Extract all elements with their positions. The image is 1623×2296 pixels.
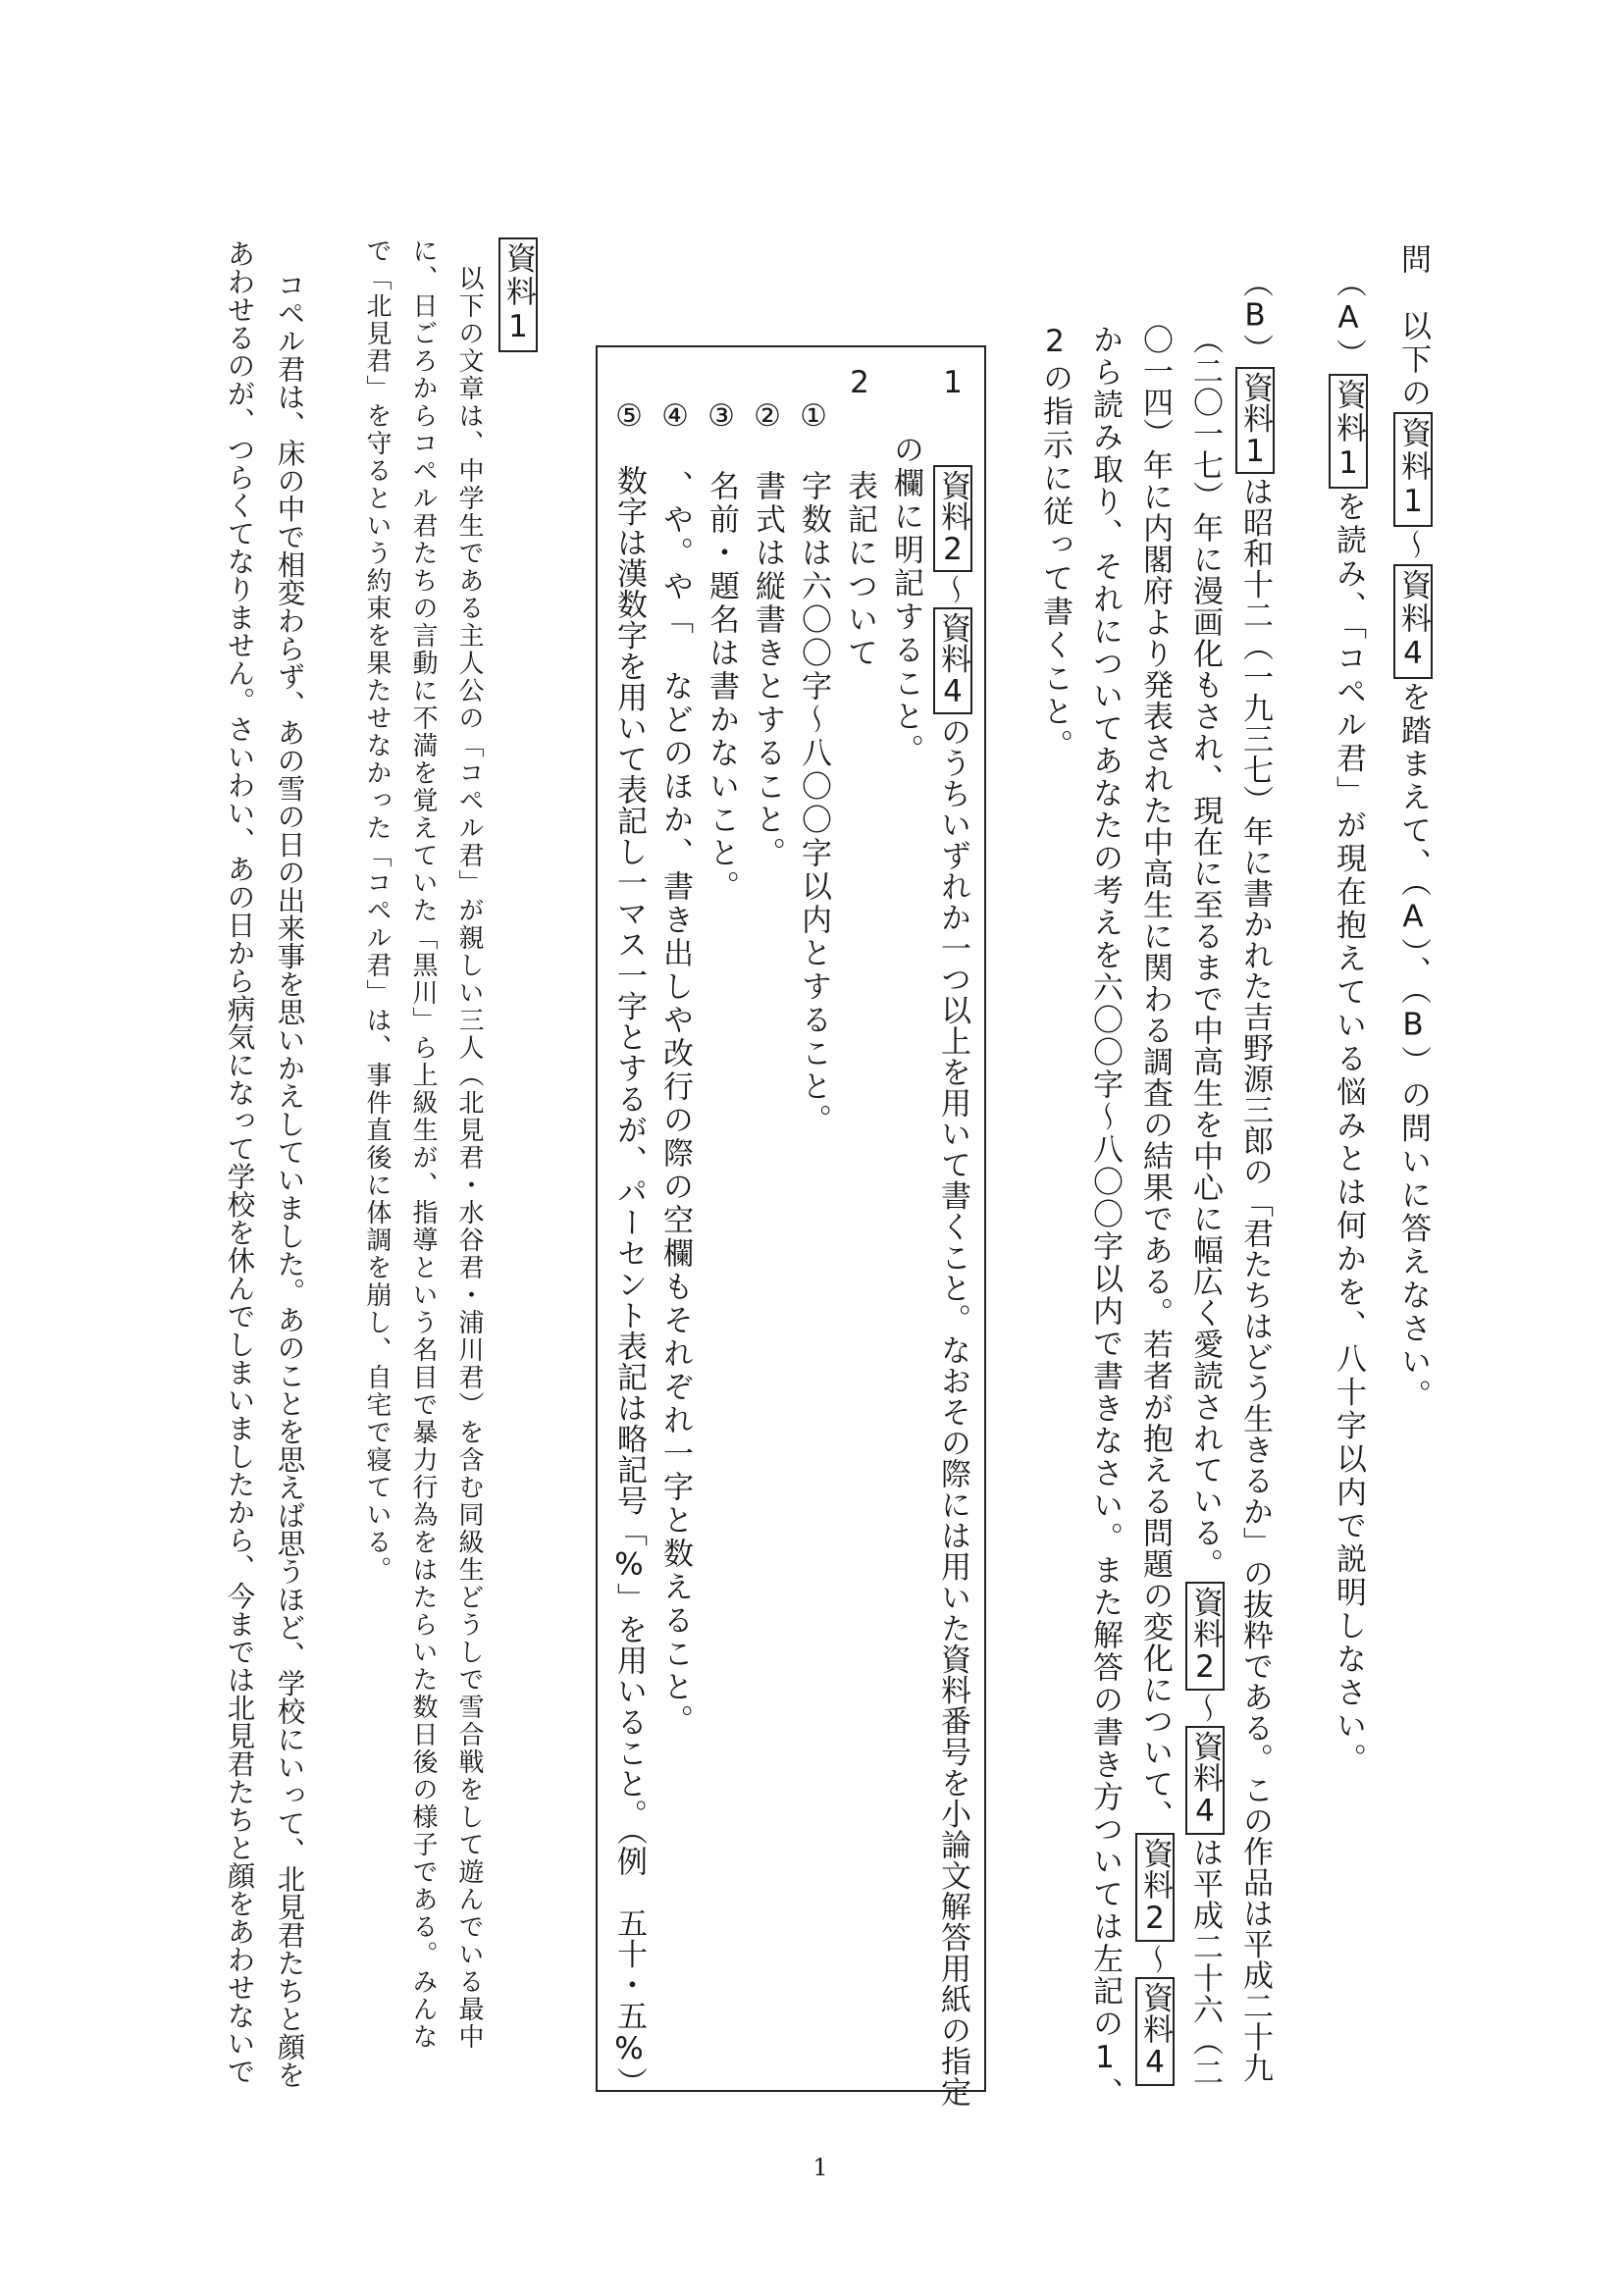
material-ref-box: 資料4 <box>933 607 972 715</box>
sub-item-2: ② 書式は縦書きとすること。 <box>750 398 785 870</box>
material-ref-box: 資料1 <box>1235 367 1275 475</box>
material-1-body-1: コペル君は、床の中で相変わらず、あの雪の日の出来事を思いかえしていました。あのことを思えば思うほど、学校にいって、北見君たちと顔を <box>273 271 306 2089</box>
part-b-line-3: 〇一四）年に内閣府より発表された中高生に関わる調査の結果である。若者が抱える問題の変化について、資料2～資料4 <box>1139 324 1170 2088</box>
sub-item-3: ③ 名前・題名は書かないこと。 <box>704 398 739 904</box>
question-head: 問 <box>1395 243 1431 277</box>
material-ref-box: 資料2 <box>1185 1582 1225 1691</box>
material-ref-box: 資料1 <box>1329 374 1368 489</box>
sub-item-4: ④ 、や。や「 などのほか、書き出しや改行の際の空欄もそれぞれ一字と数えること。 <box>657 398 693 1738</box>
sub-item-1: ① 字数は六〇〇字～八〇〇字以内とすること。 <box>796 398 831 1137</box>
material-ref-box: 資料2 <box>933 465 972 573</box>
instruction-1-number: 1 <box>935 365 970 401</box>
material-1-label-col <box>500 235 536 354</box>
material-ref-box: 資料4 <box>1135 1977 1175 2086</box>
part-b-line-4: から読み取り、それについてあなたの考えを六〇〇字～八〇〇字以内で書きなさい。また解答の書き方ついては左記の1、 <box>1087 324 1123 2110</box>
material-1-intro-3: で「北見君」を守るという約束を果たせなかった「コペル君」は、事件直後に体調を崩し、自宅で寝ている。 <box>362 237 392 1584</box>
part-b-line-5: 2の指示に従って書くこと。 <box>1037 324 1073 762</box>
page-number: 1 <box>812 2154 828 2181</box>
instruction-2 <box>842 365 877 670</box>
instruction-1: 1 資料2～資料4のうちいずれか一つ以上を用いて書くこと。なおその際には用いた資料番号を小論文解答用紙の指定 <box>935 365 970 2108</box>
material-ref-box: 資料2 <box>1135 1833 1175 1942</box>
instruction-2-title: 表記について <box>842 470 877 670</box>
part-a: （A）資料1を読み、「コペル君」が現在抱えている悩みとは何かを、八十字以内で説明しなさい。 <box>1331 267 1366 1777</box>
material-1-body-2: あわせるのが、つらくてなりません。さいわい、あの日から病気になって学校を休んでしまいましたから、今までは北見君たちと顔をあわせないで <box>223 239 256 2085</box>
part-b-line-2: （二〇一七）年に漫画化もされ、現在に至るまで中高生を中心に幅広く愛読されている。資料2～資料4は平成二十六（二 <box>1187 324 1223 2088</box>
material-ref-box: 資料4 <box>1185 1726 1225 1835</box>
sub-item-5: ⑤ 数字は漢数字を用いて表記し一マス一字とするが、パーセント表記は略記号「%」を用いること。（例 五十・五%） <box>611 398 647 2098</box>
material-1-intro-2: に、日ごろからコペル君たちの言動に不満を覚えていた「黒川」ら上級生が、指導という名目で暴力行為をはたらいた数日後の様子である。みんな <box>408 237 438 2051</box>
instruction-2-number: 2 <box>842 365 877 403</box>
instruction-1-continued: の欄に明記すること。 <box>888 434 923 767</box>
part-a-label: （A） <box>1331 267 1366 372</box>
material-1-intro-1: 以下の文章は、中学生である主人公の「コペル君」が親しい三人（北見君・水谷君・浦川君）を含む同級生どうしで雪合戦をして遊んでいる最中 <box>454 265 484 2051</box>
part-b-label: （B） <box>1237 267 1273 365</box>
material-ref-box: 資料1 <box>1393 412 1433 527</box>
part-b-line-1: （B）資料1は昭和十二（一九三七）年に書かれた吉野源三郎の「君たちはどう生きるか」の抜粋である。この作品は平成二十九 <box>1237 267 1273 2083</box>
material-1-label: 資料1 <box>498 237 538 352</box>
question-line: 問 以下の資料1～資料4を踏まえて、（A）、（B）の問いに答えなさい。 <box>1395 243 1431 1413</box>
material-ref-box: 資料4 <box>1393 564 1433 679</box>
instructions-box <box>596 345 986 2092</box>
